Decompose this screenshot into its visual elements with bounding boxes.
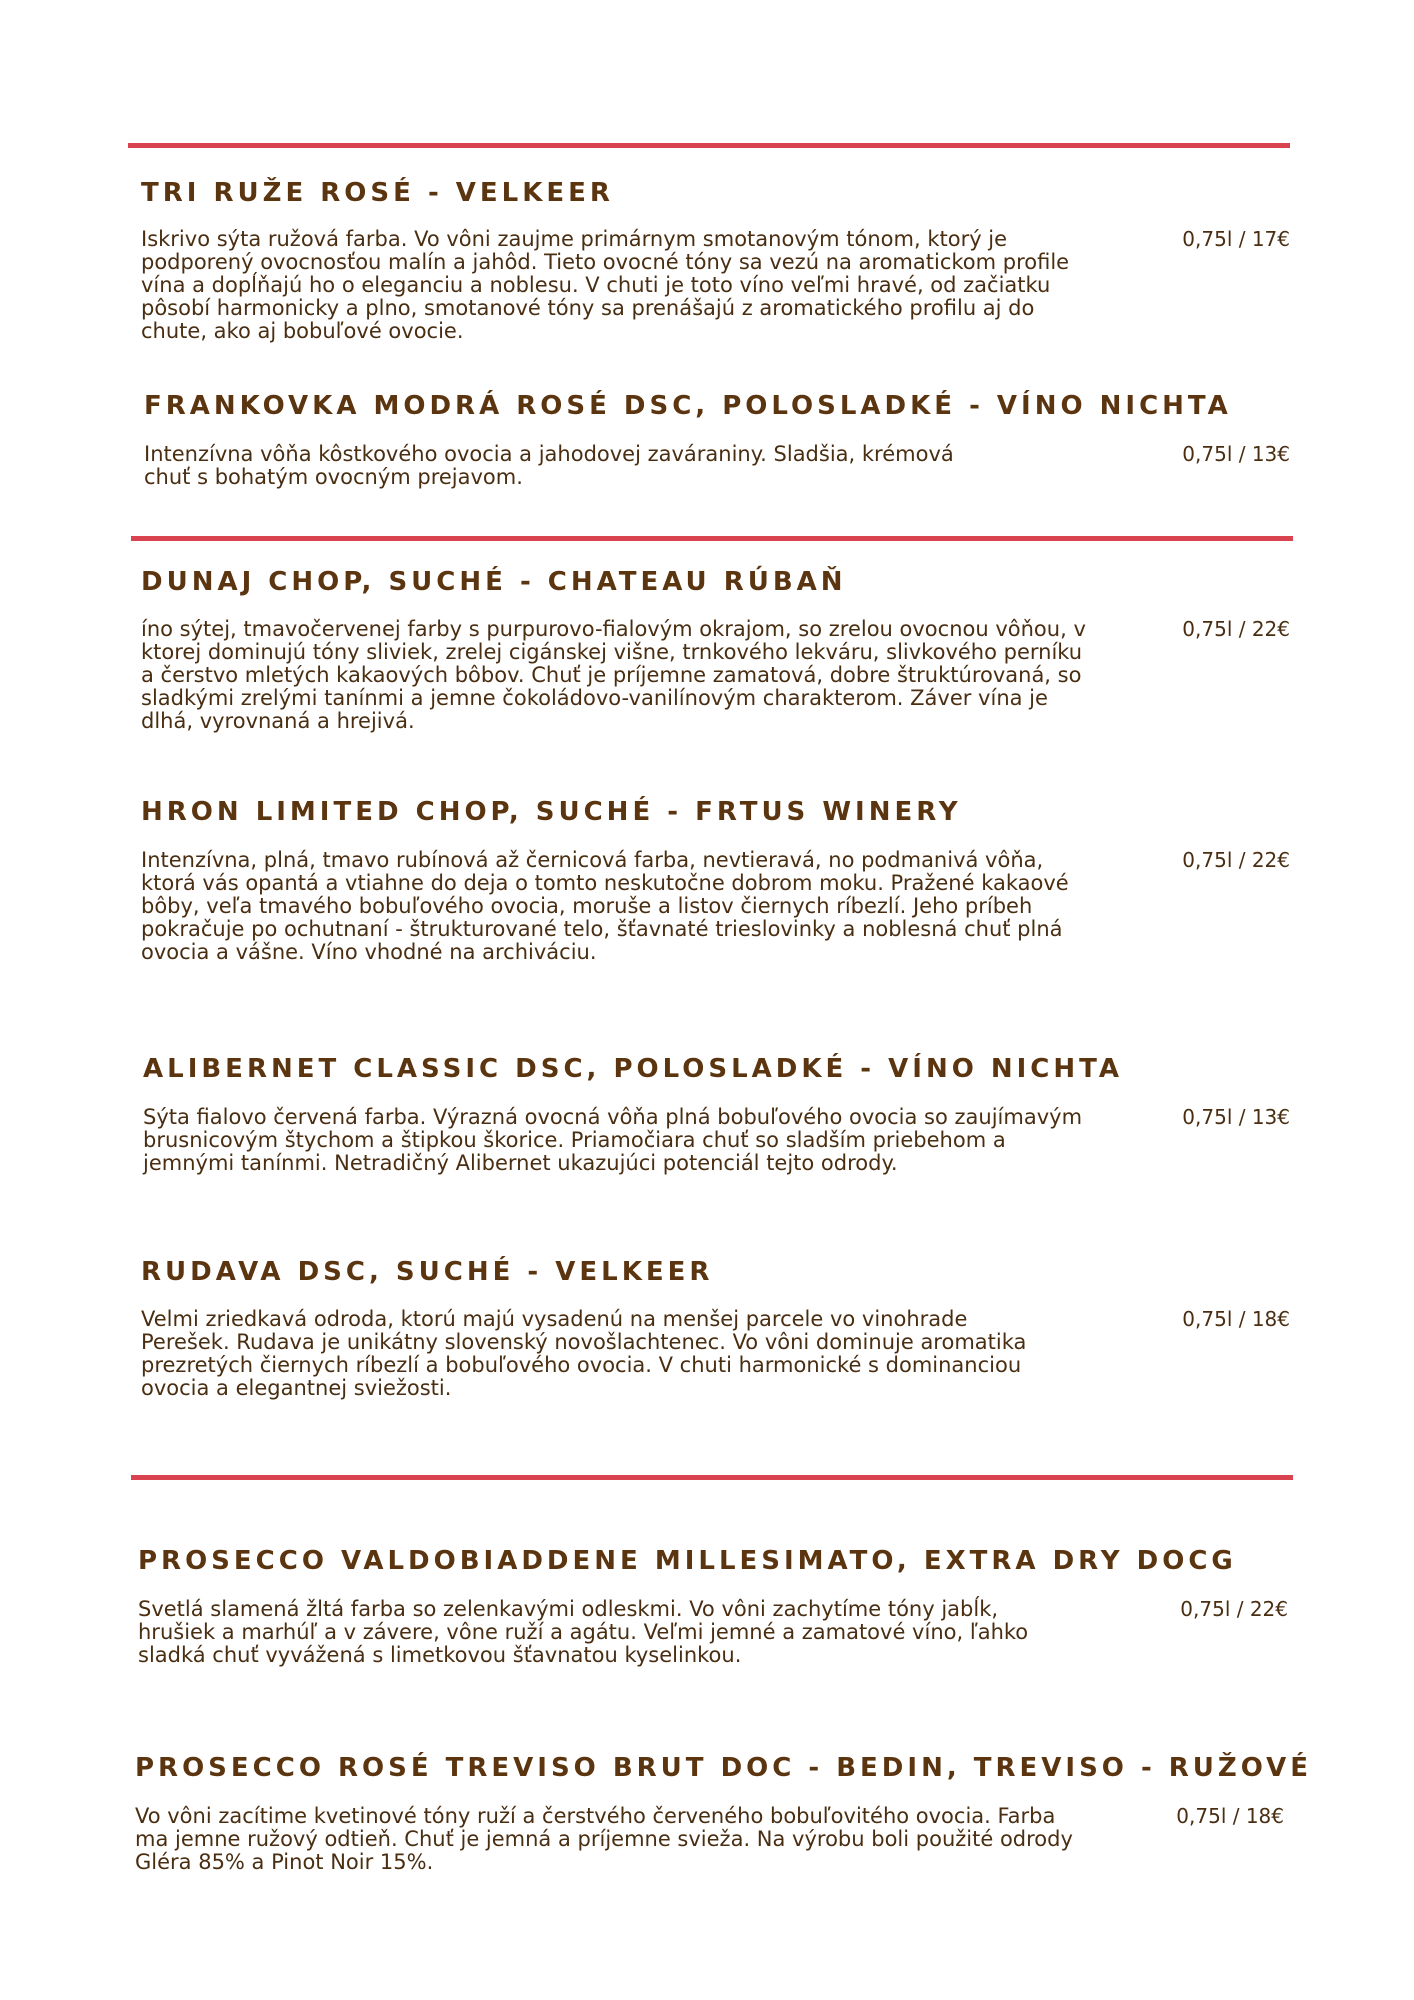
wine-price: 0,75l / 22€ [1180,1597,1288,1621]
wine-description: Velmi zriedkavá odroda, ktorú majú vysadenú na menšej parcele vo vinohrade Perešek. Rudava je unikátny slovenský novošlachtenec. Vo vôni dominuje aromatika prezretých čiernych ríbezlí a bobuľového ovocia. V chuti harmonické s dominanciou ovocia a elegantnej sviežosti. [141,1307,1027,1400]
wine-price: 0,75l / 17€ [1182,227,1290,251]
wine-item [141,177,614,209]
wine-price: 0,75l / 13€ [1182,1105,1290,1129]
wine-description: Intenzívna, plná, tmavo rubínová až černicová farba, nevtieravá, no podmanivá vôňa, ktorá vás opantá a vtiahne do deja o tomto neskutočne dobrom moku. Pražené kakaové bôby, veľa tmavého bobuľového ovocia, moruše a listov čiernych ríbezlí. Jeho príbeh pokračuje po ochutnaní - štrukturované telo, šťavnaté trieslovinky a noblesná chuť plná ovocia a vášne. Víno vhodné na archiváciu. [141,848,1069,964]
wine-name: HRON LIMITED CHOP, SUCHÉ - FRTUS WINERY [141,797,962,827]
wine-price: 0,75l / 22€ [1182,848,1290,872]
wine-item [141,1256,713,1288]
wine-name: PROSECCO VALDOBIADDENE MILLESIMATO, EXTRA DRY DOCG [138,1546,1237,1576]
wine-description: Vo vôni zacítime kvetinové tóny ruží a čerstvého červeného bobuľovitého ovocia. Farba ma jemne ružový odtieň. Chuť je jemná a príjemne svieža. Na výrobu boli použité odrody Gléra 85% a Pinot Noir 15%. [135,1804,1073,1874]
wine-name: PROSECCO ROSÉ TREVISO BRUT DOC - BEDIN, TREVISO - RUŽOVÉ [135,1753,1313,1783]
wine-item [135,1752,1312,1784]
section-divider [131,536,1293,541]
wine-item [141,566,847,598]
wine-item [143,1053,1123,1085]
wine-price: 0,75l / 18€ [1176,1804,1284,1828]
wine-description: Iskrivo sýta ružová farba. Vo vôni zaujme primárnym smotanovým tónom, ktorý je podporený ovocnosťou malín a jahôd. Tieto ovocné tóny sa vezú na aromatickom profile vína a dopĺňajú ho o eleganciu a noblesu. V chuti je toto víno veľmi hravé, od začiatku pôsobí harmonicky a plno, smotanové tóny sa prenášajú z aromatického profilu aj do chute, ako aj bobuľové ovocie. [141,227,1070,343]
section-divider [128,143,1290,148]
wine-description: Sýta fialovo červená farba. Výrazná ovocná vôňa plná bobuľového ovocia so zaujímavým brusnicovým štychom a štipkou škorice. Priamočiara chuť so sladším priebehom a jemnými tanínmi. Netradičný Alibernet ukazujúci potenciál tejto odrody. [143,1105,1083,1175]
wine-description: Svetlá slamená žltá farba so zelenkavými odleskmi. Vo vôni zachytíme tóny jabĺk, hrušiek a marhúľ a v závere, vône ruží a agátu. Veľmi jemné a zamatové víno, ľahko sladká chuť vyvážená s limetkovou šťavnatou kyselinkou. [138,1597,1029,1667]
wine-name: RUDAVA DSC, SUCHÉ - VELKEER [141,1257,714,1287]
wine-description: Intenzívna vôňa kôstkového ovocia a jahodovej zaváraniny. Sladšia, krémová chuť s bohatým ovocným prejavom. [144,442,954,489]
wine-item [141,796,962,828]
wine-price: 0,75l / 18€ [1182,1307,1290,1331]
wine-name: FRANKOVKA MODRÁ ROSÉ DSC, POLOSLADKÉ - VÍNO NICHTA [144,391,1232,421]
wine-name: ALIBERNET CLASSIC DSC, POLOSLADKÉ - VÍNO NICHTA [143,1054,1123,1084]
wine-item [144,390,1232,422]
wine-description: íno sýtej, tmavočervenej farby s purpurovo-fialovým okrajom, so zrelou ovocnou vôňou, v ktorej dominujú tóny sliviek, zrelej cigánskej višne, trnkového lekváru, slivkového perníku a čerstvo mletých kakaových bôbov. Chuť je príjemne zamatová, dobre štruktúrovaná, so sladkými zrelými tanínmi a jemne čokoládovo-vanilínovým charakterom. Záver vína je dlhá, vyrovnaná a hrejivá. [141,617,1086,733]
wine-item [138,1545,1237,1577]
wine-price: 0,75l / 13€ [1182,442,1290,466]
wine-name: DUNAJ CHOP, SUCHÉ - CHATEAU RÚBAŇ [141,567,847,597]
section-divider [131,1475,1293,1480]
wine-name: TRI RUŽE ROSÉ - VELKEER [141,178,614,208]
wine-price: 0,75l / 22€ [1182,617,1290,641]
